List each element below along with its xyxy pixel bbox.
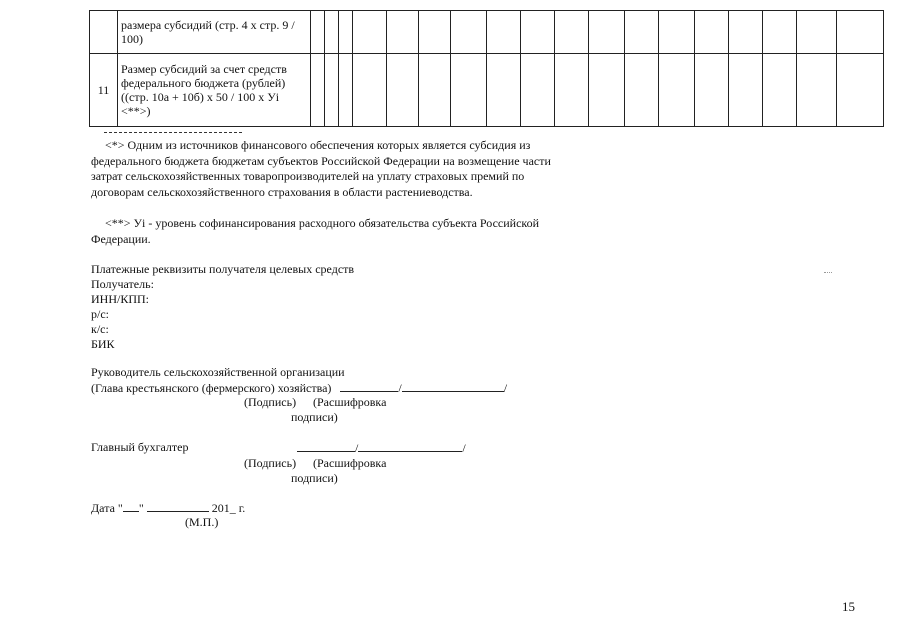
head-line-1: Руководитель сельскохозяйственной организации [91,365,345,379]
footnote-1-text: <*> Одним из источников финансового обеспечения которых является субсидия из федерального бюджета бюджетам субъектов Российской Федерации на возмещение части затрат сельскохозяйственных товаропроизводителей на уплату страховых премий по договорам сельскохозяйственного страхования в области растениеводства. [91,138,551,199]
account-label: р/с: [91,307,109,321]
empty-cell [419,54,451,127]
head-decode-label-2: подписи) [291,410,338,424]
corr-account-label: к/с: [91,322,109,336]
empty-cell [339,11,353,54]
empty-cell [555,11,589,54]
scan-speck [824,272,832,273]
empty-cell [387,54,419,127]
accountant-label: Главный бухгалтер [91,440,189,454]
empty-cell [451,11,487,54]
empty-cell [797,54,837,127]
empty-cell [797,11,837,54]
date-day-blank [123,500,139,512]
head-sign-blank [340,380,398,392]
empty-cell [521,11,555,54]
empty-cell [311,54,325,127]
empty-cell [659,54,695,127]
empty-cell [353,54,387,127]
empty-cell [419,11,451,54]
accountant-decode-label-2: подписи) [291,471,338,485]
empty-cell [339,54,353,127]
empty-cell [487,54,521,127]
accountant-decode-label: (Расшифровка [313,456,387,470]
accountant-blanks: / / [297,440,466,456]
empty-cell [555,54,589,127]
accountant-decode-blank [358,440,462,452]
empty-cell [353,11,387,54]
empty-cell [837,11,884,54]
table-row [90,11,884,54]
inn-label: ИНН/КПП: [91,292,150,306]
empty-cell [325,11,339,54]
row-label-cell: размера субсидий (стр. 4 х стр. 9 / 100) [118,11,311,54]
row-number-cell: 11 [90,54,118,127]
subsidy-grid [89,10,884,127]
head-line-2: (Глава крестьянского (фермерского) хозяйства) / / [91,381,508,395]
empty-cell [589,54,625,127]
head-line-2-text: (Глава крестьянского (фермерского) хозяйства) [91,381,332,395]
date-prefix: Дата " [91,501,123,515]
empty-cell [589,11,625,54]
empty-cell [763,54,797,127]
accountant-sign-blank [297,440,355,452]
empty-cell [487,11,521,54]
empty-cell [625,11,659,54]
footnote-2 [91,216,561,247]
subsidy-table [89,10,862,126]
head-sign-label: (Подпись) [244,395,297,409]
accountant-sign-label: (Подпись) [244,456,297,470]
empty-cell [325,54,339,127]
empty-cell [729,11,763,54]
row-number-cell [90,11,118,54]
payment-title: Платежные реквизиты получателя целевых средств [91,262,355,276]
date-mid: " [138,501,144,515]
empty-cell [625,54,659,127]
date-month-blank [147,500,209,512]
date-year: 201_ г. [211,501,246,515]
empty-cell [311,11,325,54]
empty-cell [521,54,555,127]
date-line [91,500,245,516]
page-number: 15 [842,599,855,614]
row-label-cell: Размер субсидий за счет средств федерального бюджета (рублей) ((стр. 10а + 10б) х 50 / 100 х Уi <**>) [118,54,311,127]
bik-label: БИК [91,337,115,351]
stamp-label: (М.П.) [185,515,219,529]
footnote-2-text: <**> Уi - уровень софинансирования расходного обязательства субъекта Российской Федерации. [91,216,540,246]
empty-cell [387,11,419,54]
empty-cell [451,54,487,127]
head-decode-label: (Расшифровка [313,395,387,409]
empty-cell [837,54,884,127]
empty-cell [763,11,797,54]
empty-cell [729,54,763,127]
recipient-label: Получатель: [91,277,154,291]
footnote-separator [104,132,242,133]
footnote-1 [91,138,561,200]
head-decode-blank [402,380,504,392]
empty-cell [659,11,695,54]
table-row [90,54,884,127]
empty-cell [695,11,729,54]
empty-cell [695,54,729,127]
